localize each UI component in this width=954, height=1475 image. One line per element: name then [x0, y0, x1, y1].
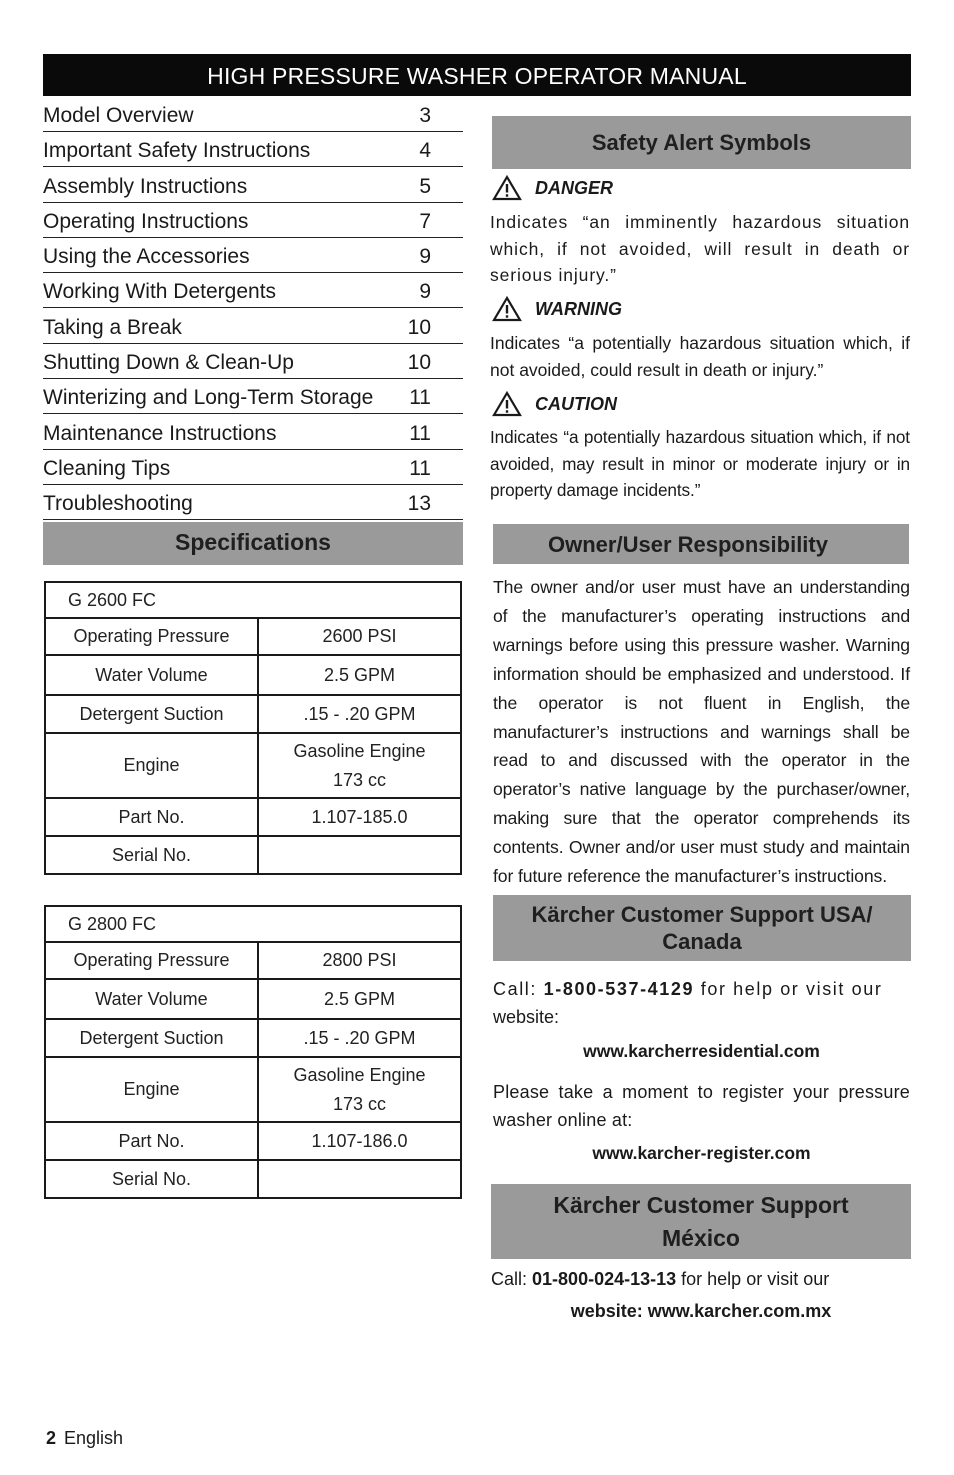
- register-url-link[interactable]: www.karcher-register.com: [592, 1143, 811, 1163]
- spec-value: [258, 733, 461, 798]
- call-suffix: for help or visit our: [681, 1269, 830, 1289]
- toc-entry-page: 5: [419, 174, 431, 198]
- spec-label: Serial No.: [45, 1160, 258, 1198]
- toc-entry-page: 9: [419, 280, 431, 304]
- spec-label: Operating Pressure: [45, 942, 258, 979]
- spec-label: Part No.: [45, 1122, 258, 1160]
- toc-entry[interactable]: [43, 239, 463, 273]
- support-usa-website-link[interactable]: www.karcherresidential.com: [583, 1041, 820, 1061]
- spec-row: [45, 655, 461, 695]
- toc-entry[interactable]: [43, 169, 463, 203]
- spec-label: Engine: [45, 733, 258, 798]
- spec-model-name: G 2600 FC: [45, 582, 461, 618]
- support-mexico-heading: [491, 1184, 911, 1259]
- spec-label: Detergent Suction: [45, 1019, 258, 1057]
- toc-entry-label: Assembly Instructions: [43, 174, 248, 198]
- spec-value-line1: Gasoline Engine: [293, 1064, 426, 1085]
- spec-value: [258, 1057, 461, 1122]
- support-mexico-phone[interactable]: 01-800-024-13-13: [532, 1269, 677, 1289]
- safety-alert-heading: Safety Alert Symbols: [492, 116, 911, 169]
- spec-label: Detergent Suction: [45, 695, 258, 733]
- warning-triangle-icon: [492, 296, 522, 322]
- toc-entry-page: 10: [407, 315, 431, 339]
- toc-entry-page: 4: [419, 139, 431, 163]
- table-of-contents: [43, 98, 463, 522]
- page-footer: [46, 1428, 123, 1449]
- warning-triangle-icon: [492, 391, 522, 417]
- spec-row: [45, 618, 461, 655]
- warning-triangle-icon: [492, 175, 522, 201]
- specifications-heading: Specifications: [43, 522, 463, 565]
- spec-value: [258, 1160, 461, 1198]
- spec-row: [45, 1057, 461, 1122]
- call-suffix: for help or visit our: [700, 979, 883, 999]
- spec-model-row: [45, 582, 461, 618]
- toc-entry[interactable]: [43, 486, 463, 520]
- toc-entry-page: 9: [419, 245, 431, 269]
- toc-entry[interactable]: [43, 380, 463, 414]
- spec-row: [45, 942, 461, 979]
- spec-value-line2: 173 cc: [332, 769, 387, 790]
- spec-label: Water Volume: [45, 655, 258, 695]
- spec-row: [45, 836, 461, 874]
- toc-entry-label: Troubleshooting: [43, 492, 193, 516]
- toc-entry[interactable]: [43, 416, 463, 450]
- spec-row: [45, 798, 461, 836]
- toc-entry[interactable]: [43, 133, 463, 167]
- call-prefix: Call:: [491, 1269, 528, 1289]
- toc-entry-page: 13: [407, 492, 431, 516]
- spec-model-row: [45, 906, 461, 942]
- support-usa-call-line: [493, 975, 910, 1003]
- toc-entry-label: Using the Accessories: [43, 245, 250, 269]
- spec-label: Water Volume: [45, 979, 258, 1019]
- support-mexico-call-line: [491, 1266, 829, 1292]
- support-usa-heading: Kärcher Customer Support USA/ Canada: [493, 895, 911, 961]
- spec-value: 2800 PSI: [258, 942, 461, 979]
- spec-table-g2800: [44, 905, 462, 1199]
- register-text: Please take a moment to register your pressure washer online at:: [493, 1082, 910, 1130]
- spec-value: .15 - .20 GPM: [258, 695, 461, 733]
- mexico-heading-line2: México: [662, 1225, 740, 1251]
- spec-value: [258, 836, 461, 874]
- spec-row: [45, 695, 461, 733]
- spec-value: .15 - .20 GPM: [258, 1019, 461, 1057]
- spec-value: 2.5 GPM: [258, 655, 461, 695]
- spec-row: [45, 979, 461, 1019]
- toc-entry[interactable]: [43, 274, 463, 308]
- toc-entry-label: Shutting Down & Clean-Up: [43, 351, 294, 375]
- spec-value: 1.107-186.0: [258, 1122, 461, 1160]
- spec-row: [45, 1160, 461, 1198]
- spec-label: Serial No.: [45, 836, 258, 874]
- spec-label: Engine: [45, 1057, 258, 1122]
- toc-entry-page: 11: [409, 456, 431, 480]
- danger-label: DANGER: [535, 178, 614, 198]
- toc-entry-label: Winterizing and Long-Term Storage: [43, 386, 374, 410]
- support-usa-call-line2: website:: [493, 1007, 560, 1027]
- footer-language: English: [64, 1428, 124, 1448]
- spec-value: 1.107-185.0: [258, 798, 461, 836]
- spec-row: [45, 1122, 461, 1160]
- spec-label: Part No.: [45, 798, 258, 836]
- toc-entry-page: 11: [409, 386, 431, 410]
- toc-entry-page: 3: [419, 104, 431, 127]
- toc-entry-label: Working With Detergents: [43, 280, 277, 304]
- toc-entry-page: 11: [409, 421, 431, 445]
- page-number: 2: [46, 1428, 57, 1448]
- toc-entry[interactable]: [43, 204, 463, 238]
- spec-model-name: G 2800 FC: [45, 906, 461, 942]
- spec-value-line2: 173 cc: [332, 1093, 387, 1114]
- spec-row: [45, 733, 461, 798]
- manual-title: HIGH PRESSURE WASHER OPERATOR MANUAL: [43, 54, 911, 96]
- support-usa-phone[interactable]: 1-800-537-4129: [543, 979, 695, 999]
- spec-value-line1: Gasoline Engine: [293, 740, 426, 761]
- spec-row: [45, 1019, 461, 1057]
- toc-entry[interactable]: [43, 98, 463, 132]
- toc-entry[interactable]: [43, 310, 463, 344]
- owner-responsibility-heading: [493, 524, 909, 564]
- toc-entry-label: Model Overview: [43, 104, 194, 127]
- call-prefix: Call:: [493, 979, 538, 999]
- toc-entry-label: Taking a Break: [43, 315, 182, 339]
- spec-value: 2.5 GPM: [258, 979, 461, 1019]
- danger-text: Indicates “an imminently hazardous situation which, if not avoided, will result in death or serious injury.”: [490, 212, 910, 285]
- caution-text: Indicates “a potentially hazardous situation which, if not avoided, may result in minor or moderate injury or in property damage incidents.”: [490, 427, 910, 500]
- spec-label: Operating Pressure: [45, 618, 258, 655]
- owner-heading-text: Owner/User Responsibility: [548, 532, 828, 557]
- toc-entry-label: Operating Instructions: [43, 209, 249, 233]
- caution-label: CAUTION: [535, 394, 617, 414]
- toc-entry-page: 7: [419, 209, 431, 233]
- toc-entry-label: Important Safety Instructions: [43, 139, 311, 163]
- warning-text: Indicates “a potentially hazardous situation which, if not avoided, could result in death or injury.”: [490, 333, 910, 380]
- toc-entry-label: Maintenance Instructions: [43, 421, 277, 445]
- warning-label: WARNING: [535, 299, 622, 319]
- toc-entry-label: Cleaning Tips: [43, 456, 171, 480]
- mexico-heading-line1: Kärcher Customer Support: [553, 1192, 849, 1218]
- toc-entry-page: 10: [407, 351, 431, 375]
- spec-value: 2600 PSI: [258, 618, 461, 655]
- toc-entry[interactable]: [43, 451, 463, 485]
- toc-entry[interactable]: [43, 345, 463, 379]
- spec-table-g2600: [44, 581, 462, 875]
- support-mexico-website-link[interactable]: website: www.karcher.com.mx: [570, 1301, 832, 1321]
- owner-responsibility-text: The owner and/or user must have an understanding of the manufacturer’s operating instructions and warnings before using this pressure washer. Warning information should be emphasized and understood. If the operator is not fluent in English, the manufacturer’s instructions and warnings shall be read to and discussed with the operator in the operator’s native language by the purchaser/owner, making sure that the operator comprehends its contents. Owner and/or user must study and maintain for future reference the manufacturer’s instructions.: [493, 577, 910, 887]
